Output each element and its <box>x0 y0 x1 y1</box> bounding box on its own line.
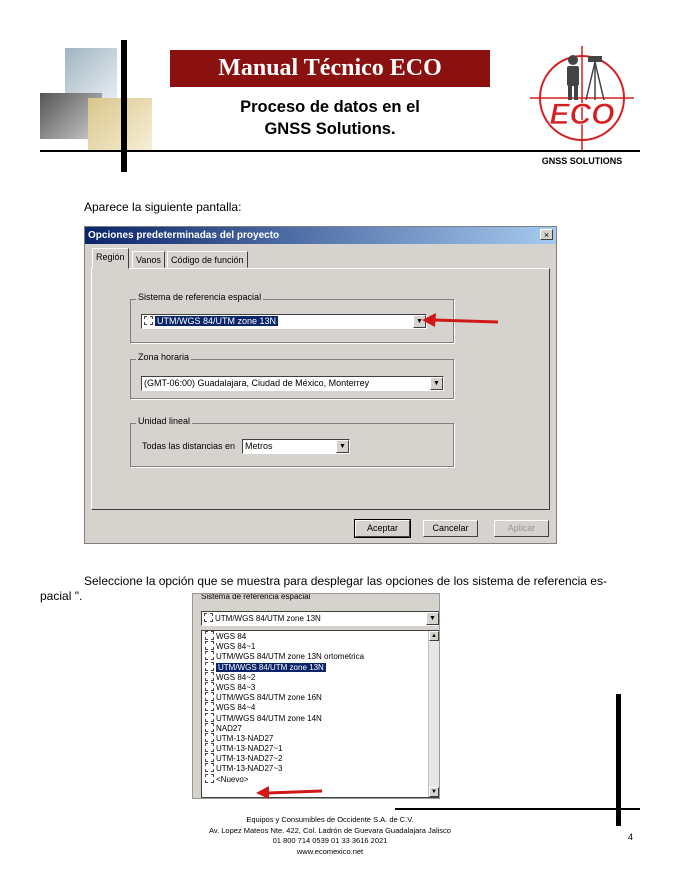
subtitle-line: GNSS Solutions. <box>264 120 396 138</box>
crs-group-label: Sistema de referencia espacial <box>138 292 262 302</box>
footer-link[interactable]: www.ecomexico.net <box>296 846 364 856</box>
list-item-label: UTM/WGS 84/UTM zone 14N <box>216 713 322 723</box>
apply-button[interactable]: Aplicar <box>494 520 549 537</box>
distance-unit-select[interactable] <box>242 439 350 454</box>
linear-unit-group-label: Unidad lineal <box>138 416 191 426</box>
scroll-up-icon[interactable]: ▲ <box>429 631 439 641</box>
list-item-label: UTM/WGS 84/UTM zone 13N ortometrica <box>216 652 365 662</box>
crs-globe-icon <box>205 662 214 671</box>
tab-feature-code[interactable]: Código de función <box>167 251 248 268</box>
list-item[interactable] <box>202 743 439 753</box>
list-item[interactable] <box>202 713 439 723</box>
dialog-title: Opciones predeterminadas del proyecto <box>85 227 556 244</box>
crs-select-open[interactable] <box>201 611 440 626</box>
chevron-down-icon[interactable]: ▼ <box>430 377 443 390</box>
crs-select[interactable] <box>141 314 427 329</box>
list-item-label: WGS 84~3 <box>216 682 256 692</box>
crs-globe-icon <box>205 682 214 691</box>
crs-globe-icon <box>205 743 214 752</box>
list-item-label: WGS 84~4 <box>216 703 256 713</box>
document-title: Manual Técnico ECO <box>170 50 490 87</box>
intro-text: Aparece la siguiente pantalla: <box>84 200 242 214</box>
chevron-down-icon[interactable]: ▼ <box>426 612 439 625</box>
red-arrow-icon <box>254 784 324 800</box>
subtitle-line: Proceso de datos en el <box>240 98 420 116</box>
chevron-down-icon[interactable]: ▼ <box>336 440 349 453</box>
list-item[interactable] <box>202 672 439 682</box>
crs-globe-icon <box>205 733 214 742</box>
accept-button[interactable]: Aceptar <box>355 520 410 537</box>
footer-line: Equipos y Consumibles de Occidente S.A. de C.V. <box>246 815 414 824</box>
list-item-label: <Nuevo> <box>216 774 249 784</box>
crs-globe-icon <box>205 723 214 732</box>
page-number: 4 <box>628 832 634 842</box>
list-item-label: UTM-13-NAD27~3 <box>216 764 283 774</box>
scroll-down-icon[interactable]: ▼ <box>429 787 439 797</box>
cancel-button[interactable]: Cancelar <box>423 520 478 537</box>
list-item-label: UTM/WGS 84/UTM zone 16N <box>216 693 322 703</box>
distance-unit-value: Metros <box>245 441 273 451</box>
list-item-label: UTM/WGS 84/UTM zone 13N <box>218 662 324 672</box>
list-item[interactable] <box>202 702 439 712</box>
list-item-label: UTM-13-NAD27 <box>216 733 274 743</box>
timezone-select[interactable] <box>141 376 444 391</box>
list-item-label: WGS 84~2 <box>216 672 256 682</box>
list-item-label: UTM-13-NAD27~1 <box>216 744 283 754</box>
document-subtitle <box>170 96 490 140</box>
timezone-select-value: (GMT-06:00) Guadalajara, Ciudad de México, Monterrey <box>144 378 370 388</box>
list-item[interactable] <box>202 631 439 641</box>
eco-logo <box>528 42 636 152</box>
crs-dropdown-screenshot <box>192 593 440 799</box>
list-item[interactable] <box>202 723 439 733</box>
list-item[interactable] <box>202 733 439 743</box>
timezone-group-label: Zona horaria <box>138 352 190 362</box>
crs-select-value: UTM/WGS 84/UTM zone 13N <box>157 316 277 326</box>
chevron-down-icon[interactable]: ▼ <box>413 315 426 328</box>
crs-select-open-value: UTM/WGS 84/UTM zone 13N <box>215 614 321 623</box>
distance-unit-label: Todas las distancias en <box>142 441 236 451</box>
crs-globe-icon <box>205 702 214 711</box>
list-item[interactable] <box>202 682 439 692</box>
crs-globe-icon <box>144 316 153 325</box>
crs-globe-icon <box>205 692 214 701</box>
list-item-label: WGS 84 <box>216 632 247 641</box>
list-item[interactable] <box>202 692 439 702</box>
footer-line: 01 800 714 0539 01 33 3616 2021 <box>272 836 388 845</box>
close-icon[interactable]: × <box>540 229 553 240</box>
tab-vanos[interactable]: Vanos <box>132 251 165 268</box>
crs-globe-icon <box>205 651 214 660</box>
list-scrollbar[interactable] <box>428 631 439 797</box>
list-item[interactable] <box>202 774 439 784</box>
crs-globe-icon <box>205 763 214 772</box>
red-arrow-icon <box>420 312 500 330</box>
crs-globe-icon <box>205 631 214 640</box>
crs-globe-icon <box>204 613 213 622</box>
list-item-label: UTM-13-NAD27~2 <box>216 754 283 764</box>
tab-region[interactable]: Región <box>92 248 129 269</box>
crs-globe-icon <box>205 713 214 722</box>
crs-globe-icon <box>205 753 214 762</box>
footer-address <box>160 815 500 857</box>
list-item[interactable] <box>202 753 439 763</box>
list-item[interactable] <box>202 662 439 672</box>
new-item-icon <box>205 774 214 783</box>
decorative-line <box>121 40 127 172</box>
logo-caption: GNSS SOLUTIONS <box>541 156 623 166</box>
footer-divider <box>395 808 640 810</box>
list-item-label: WGS 84~1 <box>216 642 256 652</box>
logo-text: ECO <box>549 98 615 131</box>
list-item[interactable] <box>202 763 439 773</box>
list-item[interactable] <box>202 651 439 661</box>
crs-option-list <box>201 630 440 798</box>
crs-globe-icon <box>205 641 214 650</box>
decorative-line <box>616 694 621 826</box>
footer-line: Av. Lopez Mateos Nte. 422, Col. Ladrón de Guevara Guadalajara Jalisco <box>209 825 451 835</box>
dropdown-group-label: Sistema de referencia espacial <box>201 593 311 601</box>
list-item-label: NAD27 <box>216 723 242 733</box>
decorative-square <box>88 98 152 150</box>
project-options-dialog <box>84 226 557 544</box>
list-item[interactable] <box>202 641 439 651</box>
crs-globe-icon <box>205 672 214 681</box>
instruction-text: Seleccione la opción que se muestra para desplegar las opciones de los sistema de referencia es-pacial ". <box>40 574 607 603</box>
